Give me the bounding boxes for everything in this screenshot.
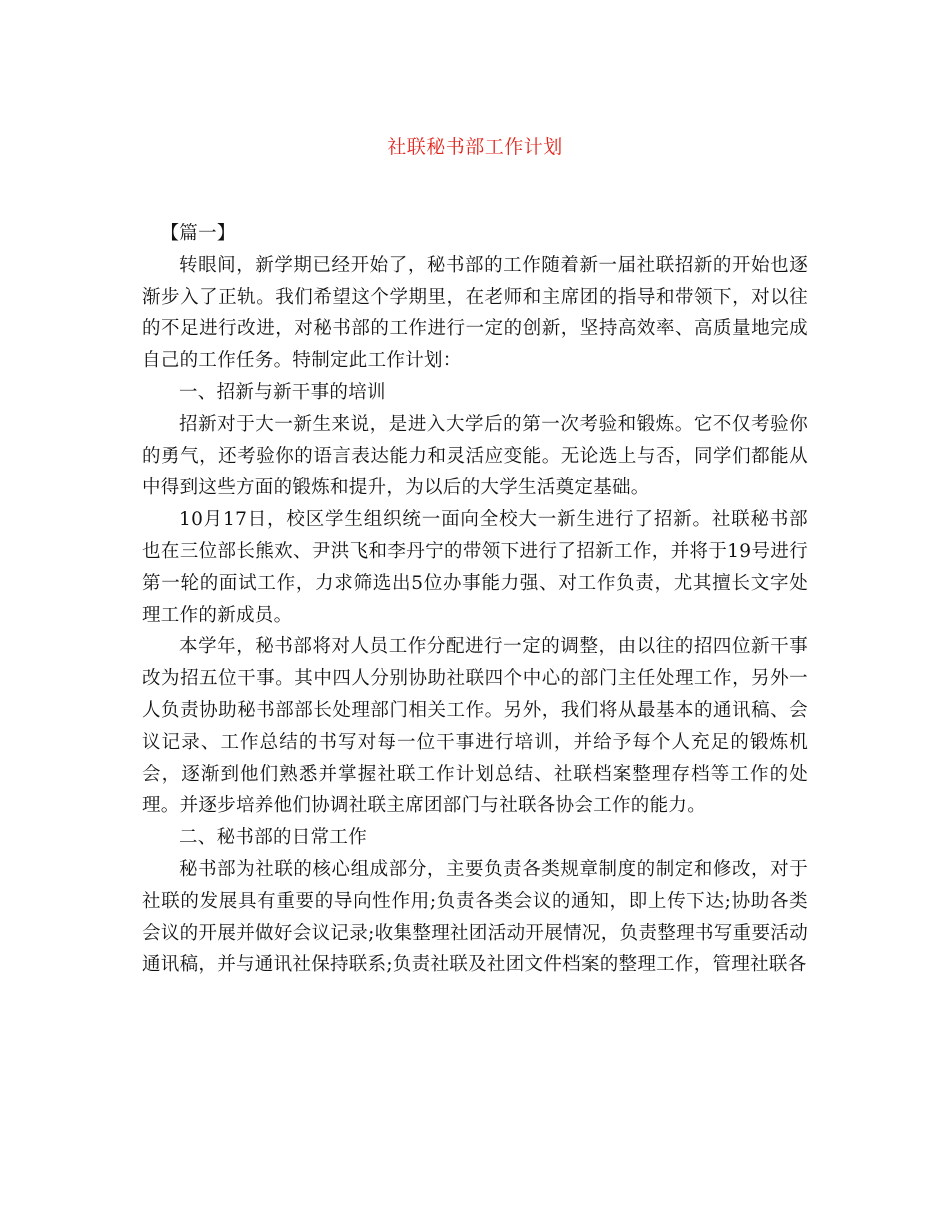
recruitment-paragraph: 招新对于大一新生来说，是进入大学后的第一次考验和锻炼。它不仅考验你的勇气，还考验你的语言表达能力和灵活应变能。无论选上与否，同学们都能从中得到这些方面的锻炼和提升，为以后的大学生活奠定基础。 [142,413,808,499]
daily-work-paragraph: 秘书部为社联的核心组成部分，主要负责各类规章制度的制定和修改，对于社联的发展具有重要的导向性作用;负责各类会议的通知，即上传下达;协助各类会议的开展并做好会议记录;收集整理社团活动开展情况，负责整理书写重要活动通讯稿，并与通讯社保持联系;负责社联及社团文件档案的整理工作，管理社联各 [142,858,808,976]
section-tag: 【篇一】 [160,223,236,244]
recruitment-date-paragraph: 10月17日，校区学生组织统一面向全校大一新生进行了招新。社联秘书部也在三位部长熊欢、尹洪飞和李丹宁的带领下进行了招新工作，并将于19号进行第一轮的面试工作，力求筛选出5位办事能力强、对工作负责，尤其擅长文字处理工作的新成员。 [142,509,808,626]
section-heading-daily-work: 二、秘书部的日常工作 [179,827,368,849]
section-heading-recruitment: 一、招新与新干事的培训 [179,381,386,403]
intro-paragraph: 转眼间，新学期已经开始了，秘书部的工作随着新一届社联招新的开始也逐渐步入了正轨。我们希望这个学期里，在老师和主席团的指导和带领下，对以往的不足进行改进，对秘书部的工作进行一定的创新，坚持高效率、高质量地完成自己的工作任务。特制定此工作计划： [142,254,808,372]
document-title: 社联秘书部工作计划 [387,136,563,158]
staff-arrangement-paragraph: 本学年，秘书部将对人员工作分配进行一定的调整，由以往的招四位新干事改为招五位干事。其中四人分别协助社联四个中心的部门主任处理工作，另外一人负责协助秘书部部长处理部门相关工作。另外，我们将从最基本的通讯稿、会议记录、工作总结的书写对每一位干事进行培训，并给予每个人充足的锻炼机会，逐渐到他们熟悉并掌握社联工作计划总结、社联档案整理存档等工作的处理。并逐步培养他们协调社联主席团部门与社联各协会工作的能力。 [142,636,808,817]
document-body [142,218,808,981]
